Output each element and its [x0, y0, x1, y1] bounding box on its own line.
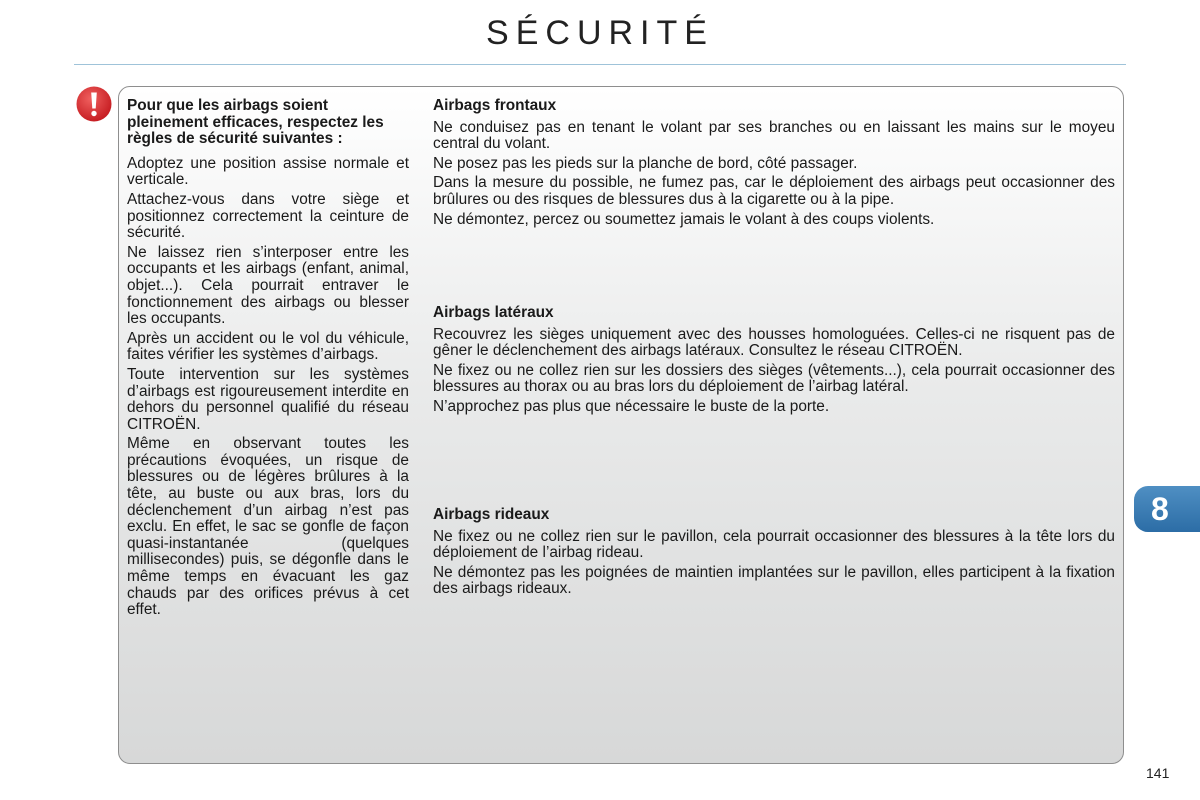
section-paragraph: Dans la mesure du possible, ne fumez pas, car le déploiement des airbags peut occasionner des brûlures ou des risques de blessures dus à la cigarette ou à la pipe. — [433, 174, 1115, 208]
frontal-airbags-section — [433, 98, 1115, 231]
side-airbags-section — [433, 305, 1115, 419]
page-number: 141 — [1146, 765, 1170, 781]
warning-paragraph: Adoptez une position assise normale et verticale. — [127, 154, 409, 189]
section-paragraph: Ne fixez ou ne collez rien sur les dossiers des sièges (vêtements...), cela pourrait occasionner des blessures au thorax ou au bras lors du déploiement de l’airbag latéral. — [433, 361, 1115, 396]
warning-paragraph: Ne laissez rien s’interposer entre les occupants et les airbags (enfant, animal, objet...). Cela pourrait entraver le fonctionnement des airbags ou blesser les occupants. — [127, 243, 409, 328]
section-paragraph: Ne fixez ou ne collez rien sur le pavillon, cela pourrait occasionner des blessures à la tête lors du déploiement de l’airbag rideau. — [433, 527, 1115, 562]
warning-paragraph: Après un accident ou le vol du véhicule, faites vérifier les systèmes d’airbags. — [127, 329, 409, 364]
warning-paragraph: Même en observant toutes les précautions évoquées, un risque de blessures ou de légères brûlures à la tête, au buste ou aux bras, lors du déclenchement d’un airbag n’est pas exclu. En effet, le sac se gonfle de façon quasi-instantanée (quelques millisecondes) puis, se dégonfle dans le même temps en évacuant les gaz chauds par des orifices prévus à cet effet. — [127, 435, 409, 619]
warning-column — [127, 98, 409, 622]
warning-lead: Pour que les airbags soient pleinement efficaces, respectez les règles de sécurité suivantes : — [127, 97, 384, 148]
section-paragraph: N’approchez pas plus que nécessaire le buste de la porte. — [433, 397, 830, 415]
section-paragraph: Recouvrez les sièges uniquement avec des housses homologuées. Celles-ci ne risquent pas de gêner le déclenchement des airbags latéraux. Consultez le réseau CITROËN. — [433, 325, 1115, 360]
section-heading: Airbags frontaux — [433, 97, 557, 114]
title-divider — [74, 64, 1126, 65]
section-heading: Airbags rideaux — [433, 506, 550, 523]
warning-paragraph: Attachez-vous dans votre siège et positionnez correctement la ceinture de sécurité. — [127, 190, 409, 242]
exclamation-icon — [76, 86, 112, 122]
chapter-tab[interactable]: 8 — [1134, 486, 1200, 532]
section-paragraph: Ne démontez, percez ou soumettez jamais le volant à des coups violents. — [433, 210, 935, 228]
section-paragraph: Ne posez pas les pieds sur la planche de bord, côté passager. — [433, 154, 858, 172]
section-paragraph: Ne démontez pas les poignées de maintien implantées sur le pavillon, elles participent à la fixation des airbags rideaux. — [433, 563, 1115, 598]
section-paragraph: Ne conduisez pas en tenant le volant par ses branches ou en laissant les mains sur le moyeu central du volant. — [433, 118, 1115, 153]
warning-paragraph: Toute intervention sur les systèmes d’airbags est rigoureusement interdite en dehors du personnel qualifié du réseau CITROËN. — [127, 365, 409, 433]
section-heading: Airbags latéraux — [433, 304, 554, 321]
curtain-airbags-section — [433, 507, 1115, 601]
page-title: SÉCURITÉ — [486, 14, 714, 52]
